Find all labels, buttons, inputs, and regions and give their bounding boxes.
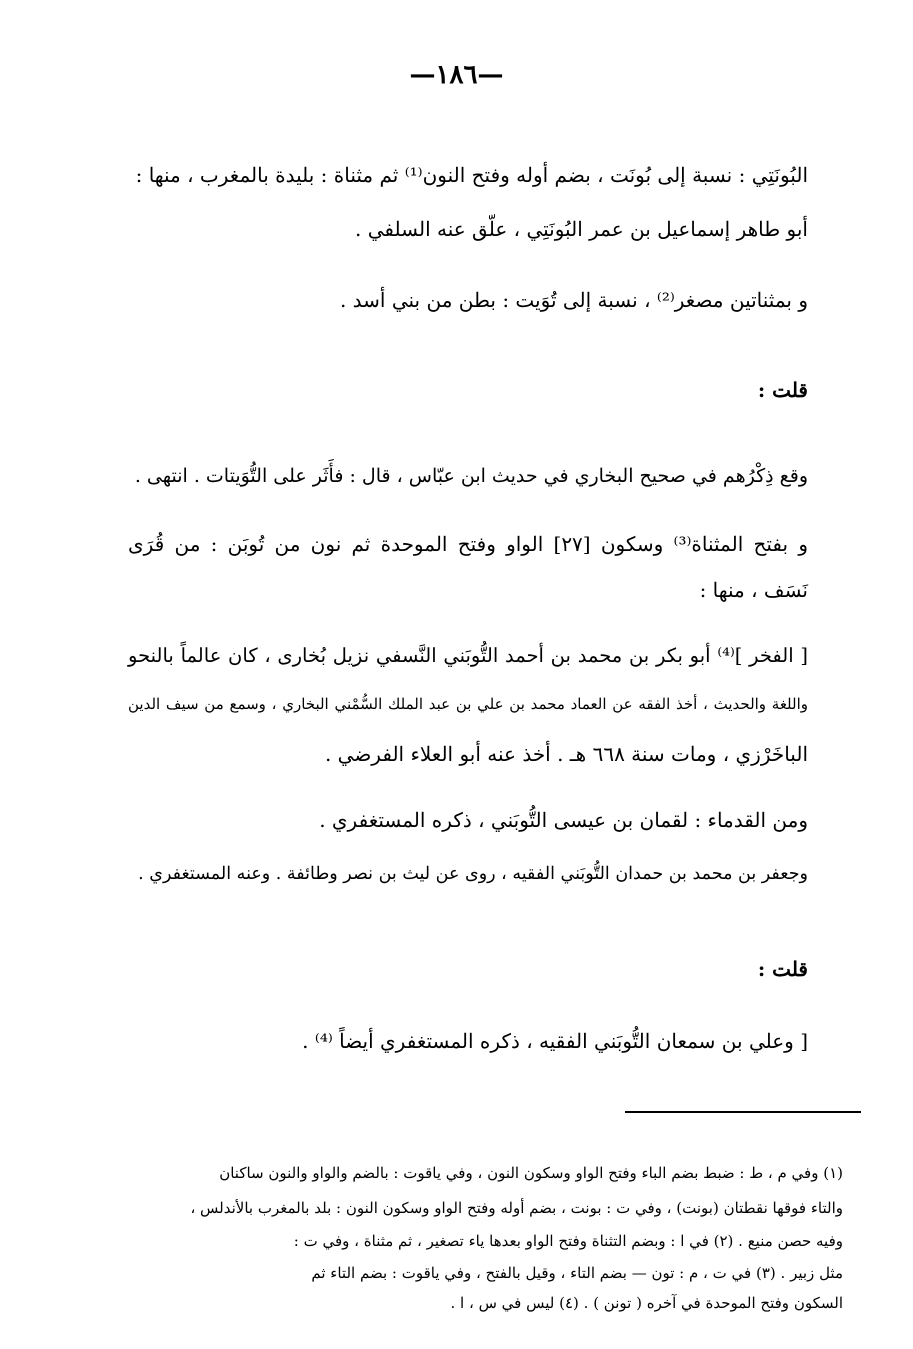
entry-bunati-line-1: البُونَتِي : نسبة إلى بُونَت ، بضم أوله وفتح النون⁽¹⁾ ثم مثناة : بليدة بالمغرب ، منها :	[135, 163, 808, 187]
entry-tubani-line-1: و بفتح المثناة⁽³⁾ وسكون [٢٧] الواو وفتح الموحدة ثم نون من تُوبَن : من قُرَى	[128, 532, 808, 556]
entry-tubani-line-2: نَسَف ، منها :	[699, 578, 808, 602]
entry-fakhr-line-3: الباخَرْزي ، ومات سنة ٦٦٨ هـ . أخذ عنه أبو العلاء الفرضي .	[324, 742, 808, 766]
paragraph-bukhari-mention: وقع ذِكْرُهم في صحيح البخاري في حديث ابن عبّاس ، قال : فأَثَر على التُّوَيتات . انتهى .	[134, 465, 808, 487]
entry-jafar: وجعفر بن محمد بن حمدان التُّوبَني الفقيه ، روى عن ليث بن نصر وطائفة . وعنه المستغفري .	[138, 864, 808, 884]
page-number: —١٨٦—	[409, 60, 504, 90]
entry-tuwayt: و بمثناتين مصغر⁽²⁾ ، نسبة إلى تُوَيت : بطن من بني أسد .	[339, 288, 808, 312]
footnote-line-4: مثل زبير . (٣) في ت ، م : تون — بضم التاء ، وقيل بالفتح ، وفي ياقوت : بضم التاء ثم	[311, 1264, 843, 1282]
section-heading-qultu-2: قلت :	[757, 957, 808, 981]
footnote-line-1: (١) وفي م ، ط : ضبط بضم الباء وفتح الواو وسكون النون ، وفي ياقوت : بالضم والواو والنون ساكنان	[219, 1164, 843, 1182]
entry-luqman: ومن القدماء : لقمان بن عيسى التُّوبَني ، ذكره المستغفري .	[319, 808, 808, 832]
footnote-line-3: وفيه حصن منيع . (٢) في ا : وبضم التثناة وفتح الواو بعدها ياء تصغير ، ثم مثناة ، وفي ت :	[293, 1232, 843, 1250]
entry-fakhr-line-1: [ الفخر ]⁽⁴⁾ أبو بكر بن محمد بن أحمد التُّوبَني النَّسفي نزيل بُخارى ، كان عالماً بالنحو	[128, 644, 808, 667]
entry-fakhr-line-2: واللغة والحديث ، أخذ الفقه عن العماد محمد بن علي بن عبد الملك السُّمْني البخاري ، وسمع من سيف الدين	[128, 695, 808, 713]
footnote-line-5: السكون وفتح الموحدة في آخره ( تونن ) . (٤) ليس في س ، ا .	[450, 1294, 843, 1312]
footnote-line-2: والتاء فوقها نقطتان (بونت) ، وفي ت : بونت ، بضم أوله وفتح الواو وسكون النون : بلد بالمغرب بالأندلس ،	[190, 1199, 843, 1217]
footnote-divider	[625, 1111, 861, 1113]
entry-bunati-line-2: أبو طاهر إسماعيل بن عمر البُونَتِي ، علّق عنه السلفي .	[355, 217, 808, 241]
section-heading-qultu: قلت :	[757, 378, 808, 402]
entry-ali-bin-siman: [ وعلي بن سمعان التُّوبَني الفقيه ، ذكره المستغفري أيضاً ⁽⁴⁾ .	[302, 1029, 808, 1053]
